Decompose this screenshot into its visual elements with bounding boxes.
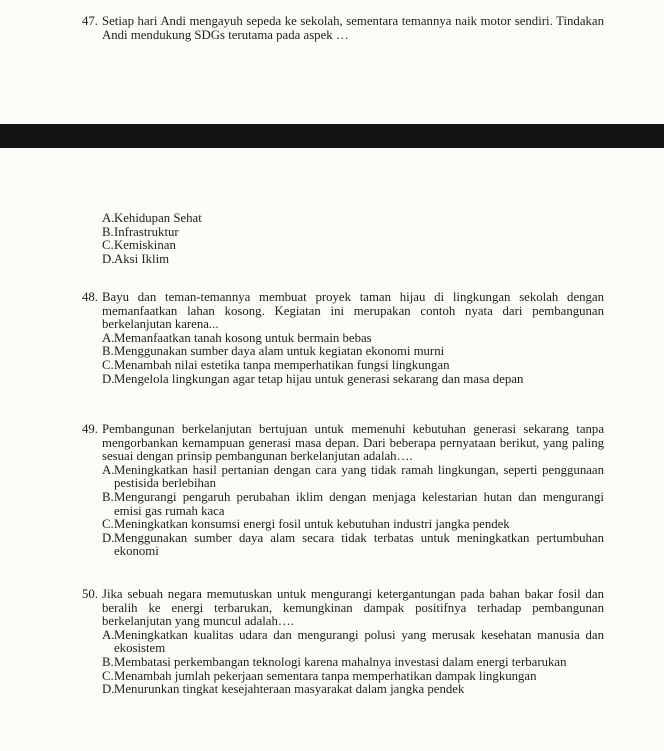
option-text: Kemiskinan: [114, 238, 176, 253]
option-c[interactable]: [102, 359, 604, 373]
option-a[interactable]: [102, 629, 604, 656]
option-b[interactable]: [102, 491, 604, 518]
option-text: Meningkatkan hasil pertanian dengan cara yang tidak ramah lingkungan, seperti penggunaan pestisida berlebihan: [114, 462, 604, 491]
option-letter: B.: [102, 224, 114, 239]
option-list: [102, 212, 604, 266]
option-list: [102, 464, 604, 559]
option-letter: C.: [102, 357, 114, 372]
option-text: Menambah jumlah pekerjaan sementara tanpa memperhatikan dampak lingkungan: [114, 668, 537, 683]
question-stem: [82, 423, 604, 464]
question-49: [82, 423, 604, 559]
option-letter: C.: [102, 517, 114, 532]
option-c[interactable]: [102, 670, 604, 684]
option-text: Menggunakan sumber daya alam secara tidak terbatas untuk meningkatkan pertumbuhan ekonomi: [114, 530, 604, 559]
option-letter: C.: [102, 238, 114, 253]
question-stem: [82, 291, 604, 332]
question-text: Pembangunan berkelanjutan bertujuan untuk memenuhi kebutuhan generasi sekarang tanpa mengorbankan kemampuan generasi masa depan. Dari beberapa pernyataan berikut, yang paling sesuai dengan prinsip pembangunan berkelanjutan adalah….: [102, 422, 604, 464]
option-text: Menambah nilai estetika tanpa memperhatikan fungsi lingkungan: [114, 357, 450, 372]
option-letter: A.: [102, 627, 115, 642]
question-47: [82, 15, 604, 42]
question-stem: [82, 588, 604, 629]
option-c[interactable]: [102, 239, 604, 253]
question-48: [82, 291, 604, 386]
option-text: Mengurangi pengaruh perubahan iklim dengan menjaga kelestarian hutan dan mengurangi emisi gas rumah kaca: [114, 489, 604, 518]
option-letter: A.: [102, 211, 115, 225]
option-d[interactable]: [102, 532, 604, 559]
option-d[interactable]: [102, 373, 604, 387]
option-letter: B.: [102, 654, 114, 669]
question-number: 48.: [82, 290, 98, 304]
option-text: Menggunakan sumber daya alam untuk kegiatan ekonomi murni: [114, 344, 445, 359]
option-text: Mengelola lingkungan agar tetap hijau untuk generasi sekarang dan masa depan: [114, 371, 524, 386]
option-letter: D.: [102, 682, 115, 697]
question-number: 49.: [82, 422, 98, 436]
option-text: Memanfaatkan tanah kosong untuk bermain bebas: [114, 330, 372, 345]
question-text: Bayu dan teman-temannya membuat proyek taman hijau di lingkungan sekolah dengan memanfaatkan lahan kosong. Kegiatan ini merupakan contoh nyata dari pembangunan berkelanjutan karena...: [102, 290, 604, 332]
option-c[interactable]: [102, 518, 604, 532]
option-a[interactable]: [102, 212, 604, 226]
option-a[interactable]: [102, 464, 604, 491]
option-b[interactable]: [102, 226, 604, 240]
redaction-bar: [0, 124, 664, 148]
option-text: Infrastruktur: [114, 224, 179, 239]
option-letter: B.: [102, 489, 114, 504]
option-letter: C.: [102, 668, 114, 683]
option-a[interactable]: [102, 332, 604, 346]
option-letter: D.: [102, 371, 115, 386]
question-text: Setiap hari Andi mengayuh sepeda ke sekolah, sementara temannya naik motor sendiri. Tindakan Andi mendukung SDGs terutama pada aspek …: [102, 14, 604, 42]
option-letter: A.: [102, 330, 115, 345]
option-text: Menurunkan tingkat kesejahteraan masyarakat dalam jangka pendek: [114, 682, 465, 697]
option-letter: B.: [102, 344, 114, 359]
option-letter: D.: [102, 251, 115, 266]
option-list: [102, 332, 604, 386]
option-text: Meningkatkan konsumsi energi fosil untuk kebutuhan industri jangka pendek: [114, 517, 510, 532]
option-b[interactable]: [102, 656, 604, 670]
option-d[interactable]: [102, 683, 604, 697]
question-text: Jika sebuah negara memutuskan untuk mengurangi ketergantungan pada bahan bakar fosil dan beralih ke energi terbarukan, kemungkinan dampak positifnya terhadap pembangunan berkelanjutan yang muncul adalah….: [102, 587, 604, 629]
question-50: [82, 588, 604, 697]
question-stem: [82, 15, 604, 42]
question-number: 47.: [82, 14, 98, 28]
option-text: Aksi Iklim: [114, 251, 170, 266]
option-list: [102, 629, 604, 697]
option-b[interactable]: [102, 345, 604, 359]
question-number: 50.: [82, 587, 98, 601]
option-letter: D.: [102, 530, 115, 545]
option-text: Membatasi perkembangan teknologi karena mahalnya investasi dalam energi terbarukan: [114, 654, 567, 669]
option-letter: A.: [102, 462, 115, 477]
option-text: Kehidupan Sehat: [114, 211, 202, 225]
option-text: Meningkatkan kualitas udara dan mengurangi polusi yang merusak kesehatan manusia dan ekosistem: [114, 627, 604, 656]
question-47-options: [82, 212, 604, 266]
option-d[interactable]: [102, 253, 604, 267]
